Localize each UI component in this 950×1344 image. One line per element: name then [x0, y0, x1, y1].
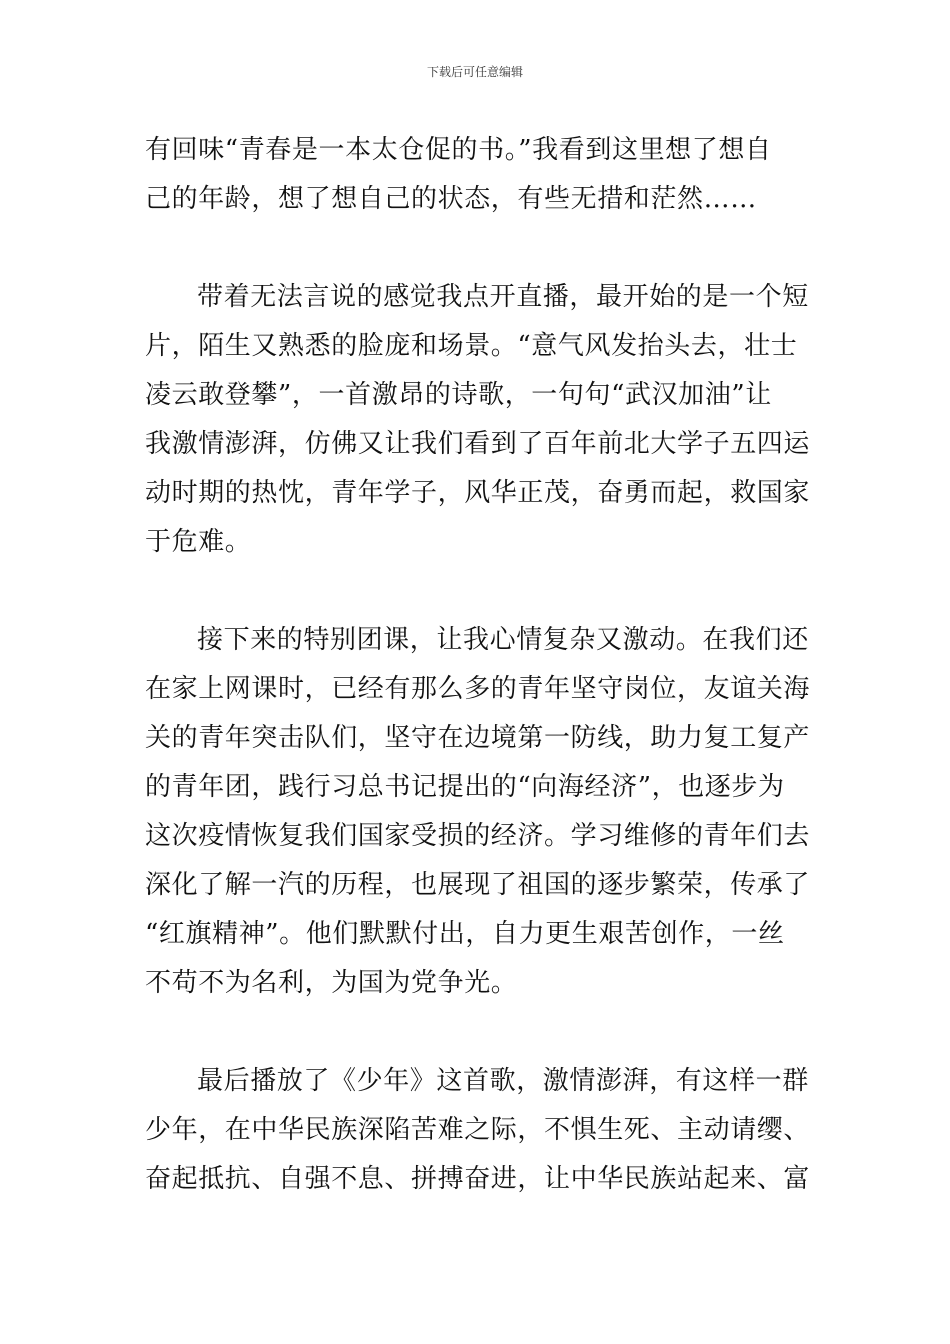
text-line: 少年，在中华民族深陷苦难之际，不惧生死、主动请缨、	[145, 1115, 811, 1145]
text-line: 最后播放了《少年》这首歌，激情澎湃，有这样一群	[197, 1066, 809, 1096]
text-line: 深化了解一汽的历程，也展现了祖国的逐步繁荣，传承了	[145, 870, 811, 900]
text-line: 关的青年突击队们，坚守在边境第一防线，助力复工复产	[145, 723, 811, 753]
text-line: 在家上网课时，已经有那么多的青年坚守岗位，友谊关海	[145, 674, 811, 704]
paragraph-4	[145, 1057, 811, 1204]
text-line: 片，陌生又熟悉的脸庞和场景。“意气风发抬头去，壮士	[145, 331, 798, 361]
text-line: “红旗精神”。他们默默付出，自力更生艰苦创作，一丝	[145, 919, 785, 949]
text-line: 带着无法言说的感觉我点开直播，最开始的是一个短	[197, 282, 809, 312]
text-line: 己的年龄，想了想自己的状态，有些无措和茫然……	[145, 184, 757, 214]
text-line: 这次疫情恢复我们国家受损的经济。学习维修的青年们去	[145, 821, 811, 851]
text-line: 我激情澎湃，仿佛又让我们看到了百年前北大学子五四运	[145, 429, 811, 459]
paragraph-spacer	[145, 1008, 805, 1057]
paragraph-spacer	[145, 567, 805, 616]
text-line: 接下来的特别团课，让我心情复杂又激动。在我们还	[197, 625, 809, 655]
document-body	[145, 126, 811, 1204]
paragraph-spacer	[145, 224, 805, 273]
text-line: 不苟不为名利，为国为党争光。	[145, 968, 518, 998]
text-line: 奋起抵抗、自强不息、拼搏奋进，让中华民族站起来、富	[145, 1164, 811, 1194]
text-line: 有回味“青春是一本太仓促的书。”我看到这里想了想自	[145, 135, 772, 165]
text-line: 凌云敢登攀”，一首激昂的诗歌，一句句“武汉加油”让	[145, 380, 772, 410]
text-line: 于危难。	[145, 527, 252, 557]
paragraph-3	[145, 616, 811, 1008]
text-line: 动时期的热忱，青年学子，风华正茂，奋勇而起，救国家	[145, 478, 811, 508]
page-header-note: 下载后可任意编辑	[426, 65, 523, 79]
paragraph-2	[145, 273, 811, 567]
text-line: 的青年团，践行习总书记提出的“向海经济”，也逐步为	[145, 772, 785, 802]
paragraph-1	[145, 126, 805, 224]
